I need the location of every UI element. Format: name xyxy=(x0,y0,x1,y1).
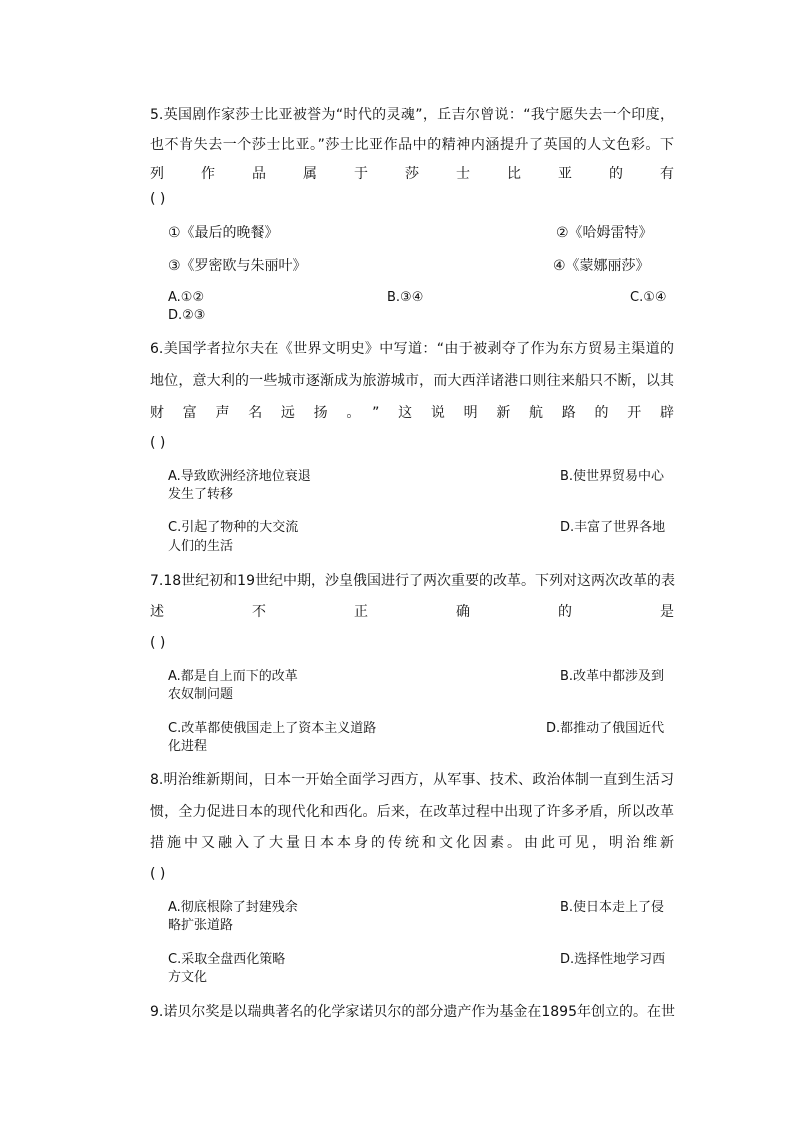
q7-line-1: 7.18世纪初和19世纪中期，沙皇俄国进行了两次重要的改革。下列对这两次改革的表 xyxy=(150,573,675,589)
q5-option-d[interactable]: D.②③ xyxy=(168,308,206,323)
q7-option-a[interactable]: A.都是自上而下的改革 xyxy=(168,669,298,684)
q7-line-2: 述不正确的是 xyxy=(150,604,674,620)
q5-item-3: ③《罗密欧与朱丽叶》 xyxy=(168,258,307,274)
q5-answer-paren: ( ) xyxy=(150,191,166,207)
q6-option-d-cont: 人们的生活 xyxy=(168,539,234,554)
q5-item-2: ②《哈姆雷特》 xyxy=(556,225,653,241)
q5-option-c[interactable]: C.①④ xyxy=(630,290,667,305)
q6-option-b-cont: 发生了转移 xyxy=(168,487,234,502)
q5-line-3: 列作品属于莎士比亚的有 xyxy=(150,166,674,182)
q7-option-b-cont: 农奴制问题 xyxy=(168,687,234,702)
q7-option-d-cont: 化进程 xyxy=(168,739,208,754)
q6-answer-paren: ( ) xyxy=(150,435,166,451)
q6-option-b[interactable]: B.使世界贸易中心 xyxy=(560,469,665,484)
q7-option-b[interactable]: B.改革中都涉及到 xyxy=(560,669,665,684)
q9-line-1: 9.诺贝尔奖是以瑞典著名的化学家诺贝尔的部分遗产作为基金在1895年创立的。在世 xyxy=(150,1004,675,1020)
q8-option-c[interactable]: C.采取全盘西化策略 xyxy=(168,952,286,967)
q6-option-d[interactable]: D.丰富了世界各地 xyxy=(560,520,666,535)
q7-option-c[interactable]: C.改革都使俄国走上了资本主义道路 xyxy=(168,721,377,736)
q8-option-d[interactable]: D.选择性地学习西 xyxy=(560,952,666,967)
q6-option-a[interactable]: A.导致欧洲经济地位衰退 xyxy=(168,469,311,484)
q8-option-a[interactable]: A.彻底根除了封建残余 xyxy=(168,900,298,915)
q8-line-2: 惯，全力促进日本的现代化和西化。后来，在改革过程中出现了许多矛盾，所以改革 xyxy=(150,804,674,820)
q5-option-a[interactable]: A.①② xyxy=(168,290,205,305)
q8-option-b-cont: 略扩张道路 xyxy=(168,918,234,933)
q5-item-4: ④《蒙娜丽莎》 xyxy=(553,258,650,274)
q8-line-3: 措施中又融入了大量日本本身的传统和文化因素。由此可见，明治维新 xyxy=(150,835,674,851)
q5-line-2: 也不肯失去一个莎士比亚。”莎士比亚作品中的精神内涵提升了英国的人文色彩。下 xyxy=(150,137,674,153)
q6-line-3: 财富声名远扬。”这说明新航路的开辟 xyxy=(150,405,674,421)
q6-line-2: 地位，意大利的一些城市逐渐成为旅游城市，而大西洋诸港口则往来船只不断，以其 xyxy=(150,373,674,389)
q6-option-c[interactable]: C.引起了物种的大交流 xyxy=(168,520,299,535)
q8-answer-paren: ( ) xyxy=(150,866,166,882)
q5-option-b[interactable]: B.③④ xyxy=(387,290,424,305)
q5-line-1: 5.英国剧作家莎士比亚被誉为“时代的灵魂”，丘吉尔曾说：“我宁愿失去一个印度， xyxy=(150,107,674,123)
q8-option-b[interactable]: B.使日本走上了侵 xyxy=(560,900,665,915)
q8-line-1: 8.明治维新期间，日本一开始全面学习西方，从军事、技术、政治体制一直到生活习 xyxy=(150,772,674,788)
q7-option-d[interactable]: D.都推动了俄国近代 xyxy=(546,721,665,736)
q6-line-1: 6.美国学者拉尔夫在《世界文明史》中写道：“由于被剥夺了作为东方贸易主渠道的 xyxy=(150,341,674,357)
q5-item-1: ①《最后的晚餐》 xyxy=(168,225,279,241)
q7-answer-paren: ( ) xyxy=(150,635,166,651)
q8-option-d-cont: 方文化 xyxy=(168,970,208,985)
